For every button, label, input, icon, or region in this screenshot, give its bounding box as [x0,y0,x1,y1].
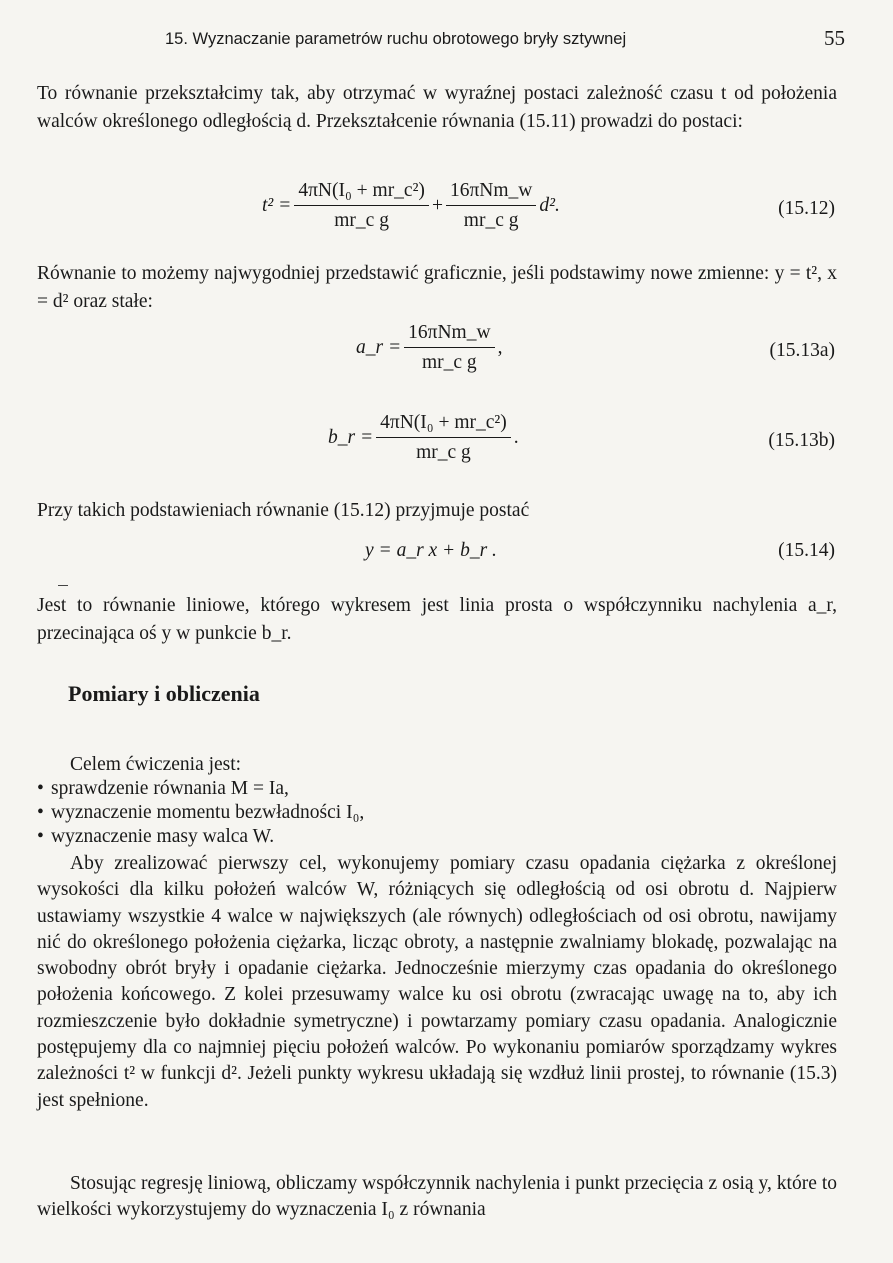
bullet-icon: • [37,826,44,847]
eq12-frac2-numerator: 16πNm_w [449,180,533,201]
eq13a-denominator: mr_c g [404,347,494,374]
paragraph-4: Jest to równanie liniowe, którego wykresem jest linia prosta o współczynniku nachylenia a_r, przecinająca oś y w punkcie b_r. [37,595,837,644]
equation-number-15-13a: (15.13a) [769,340,835,361]
paragraph-1: To równanie przekształcimy tak, aby otrzymać w wyraźnej postaci zależność czasu t od położenia walców określonego odległością d. Przekształcenie równania (15.11) prowadzi do postaci: [37,83,837,132]
eq13b-numerator: 4πN(I₀ + mr_c²) [380,412,507,433]
bullet-icon: • [37,802,44,823]
eq13b-lhs: b_r = [328,427,374,448]
list-item [37,825,837,849]
goals-list [37,753,837,849]
paragraph-5: Aby zrealizować pierwszy cel, wykonujemy pomiary czasu opadania ciężarka z określonej wysokości dla kilku położeń walców W, różniących się odległością od osi obrotu d. Najpierw ustawiamy wszystkie 4 walce w największych (ale równych) odległościach od osi obrotu, nawijamy nić do określonego położenia ciężarka, licząc obroty, a następnie zwalniamy blokadę, pozwalając na swobodny obrót bryły i opadanie ciężarka. Jednocześnie mierzymy czas opadania do określonego położenia końcowego. Z kolei przesuwamy walce ku osi obrotu (zwracając uwagę na to, aby ich rozmieszczenie było dokładnie symetryczne) i powtarzamy pomiary czasu opadania. Analogicznie postępujemy dla co najmniej pięciu położeń walców. Po wykonaniu pomiarów sporządzamy wykres zależności t² w funkcji d². Jeżeli punkty wykresu układają się wzdłuż linii prostej, to równanie (15.3) jest spełnione. [37,853,837,1111]
equation-15-13a-body [356,322,502,374]
eq14-expression: y = a_r x + b_r . [365,540,497,561]
paragraph-3: Przy takich podstawieniach równanie (15.12) przyjmuje postać [37,500,530,521]
eq12-frac1-numerator: 4πN(I₀ + mr_c²) [298,180,425,201]
eq13a-tail: , [497,337,503,358]
eq12-fraction-2 [446,180,536,232]
page-number: 55 [824,26,845,50]
eq12-lhs: t² = [262,195,292,216]
equation-number-15-14: (15.14) [778,540,835,561]
list-item [37,777,837,801]
equation-15-13b [0,412,893,472]
bullet-icon: • [37,778,44,799]
eq13a-numerator: 16πNm_w [408,322,491,343]
eq12-plus: + [431,195,443,216]
eq12-tail: d². [539,195,560,216]
equation-15-13b-body [328,412,519,464]
paragraph-6: Stosując regresję liniową, obliczamy współczynnik nachylenia i punkt przecięcia z osią y, które to wielkości wykorzystujemy do wyznaczenia I₀ z równania [37,1173,837,1221]
list-intro: Celem ćwiczenia jest: [70,754,242,775]
section-heading: Pomiary i obliczenia [68,681,260,706]
eq13b-denominator: mr_c g [376,437,511,464]
list-item-text: wyznaczenie masy walca W. [51,826,275,847]
eq13a-lhs: a_r = [356,337,402,358]
eq12-frac2-denominator: mr_c g [446,205,536,232]
equation-number-15-12: (15.12) [778,198,835,219]
list-item-text: wyznaczenie momentu bezwładności I₀, [51,802,365,823]
equation-number-15-13b: (15.13b) [768,430,835,451]
running-header [165,26,845,50]
list-item-text: sprawdzenie równania M = Ia, [51,778,289,799]
equation-15-12-body [262,180,560,232]
equation-15-13a [0,322,893,382]
eq12-frac1-denominator: mr_c g [294,205,429,232]
eq13a-fraction [404,322,494,374]
header-title: 15. Wyznaczanie parametrów ruchu obrotowego bryły sztywnej [165,30,627,48]
equation-15-14 [0,540,893,570]
margin-pencil-mark [58,585,68,586]
paragraph-2: Równanie to możemy najwygodniej przedstawić graficznie, jeśli podstawimy nowe zmienne: y = t², x = d² oraz stałe: [37,263,837,312]
eq13b-tail: . [513,427,519,448]
equation-15-12 [0,180,893,240]
eq12-fraction-1 [294,180,429,232]
list-item [37,801,837,825]
eq13b-fraction [376,412,511,464]
